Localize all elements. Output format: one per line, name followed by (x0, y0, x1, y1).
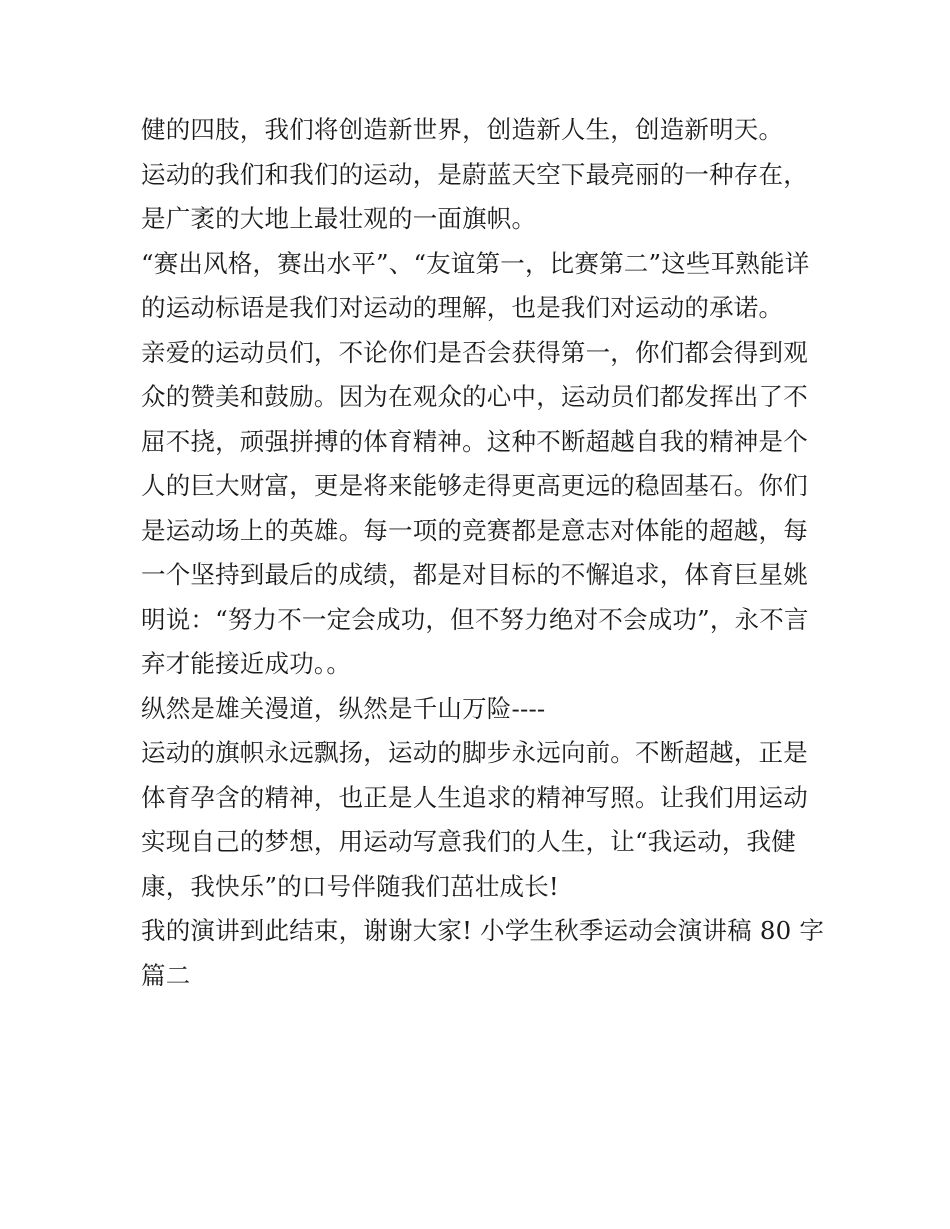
paragraph (141, 909, 825, 998)
text-line: 实现自己的梦想，用运动写意我们的人生，让“我运动，我健 (141, 827, 796, 856)
text-line: 我的演讲到此结束，谢谢大家! 小学生秋季运动会演讲稿 80 字 (141, 916, 825, 945)
paragraph (141, 153, 821, 242)
text-line: 一个坚持到最后的成绩，都是对目标的不懈追求，体育巨星姚 (141, 560, 808, 589)
text-line: 人的巨大财富，更是将来能够走得更高更远的稳固基石。你们 (141, 471, 808, 500)
text-line: “赛出风格，赛出水平”、“友谊第一，比赛第二”这些耳熟能详 (141, 248, 810, 278)
text-line: 弃才能接近成功。。 (141, 649, 352, 678)
text-line: 是运动场上的英雄。每一项的竞赛都是意志对体能的超越，每 (141, 515, 808, 545)
text-line: 是广袤的大地上最壮观的一面旗帜。 (141, 204, 537, 233)
text-line: 健的四肢，我们将创造新世界，创造新人生，创造新明天。 (141, 115, 784, 144)
text-line: 屈不挠，顽强拼搏的体育精神。这种不断超越自我的精神是个 (141, 426, 808, 456)
document-body (141, 108, 825, 998)
text-line: 体育孕含的精神，也正是人生追求的精神写照。让我们用运动 (141, 782, 808, 812)
paragraph (141, 331, 821, 687)
text-line: 运动的我们和我们的运动，是蔚蓝天空下最亮丽的一种存在， (141, 159, 808, 189)
paragraph (141, 687, 821, 732)
text-line: 康，我快乐”的口号伴随我们茁壮成长! (141, 871, 559, 901)
paragraph (141, 108, 821, 153)
text-line: 纵然是雄关漫道，纵然是千山万险---- (141, 693, 546, 723)
text-line: 的运动标语是我们对运动的理解，也是我们对运动的承诺。 (141, 293, 784, 322)
paragraph (141, 242, 821, 331)
text-line: 明说：“努力不一定会成功，但不努力绝对不会成功”，永不言 (141, 604, 809, 634)
paragraph (141, 731, 821, 909)
text-line: 众的赞美和鼓励。因为在观众的心中，运动员们都发挥出了不 (141, 382, 808, 411)
text-line: 运动的旗帜永远飘扬，运动的脚步永远向前。不断超越，正是 (141, 738, 808, 767)
text-line: 亲爱的运动员们，不论你们是否会获得第一，你们都会得到观 (141, 337, 808, 367)
text-line: 篇二 (141, 960, 191, 990)
